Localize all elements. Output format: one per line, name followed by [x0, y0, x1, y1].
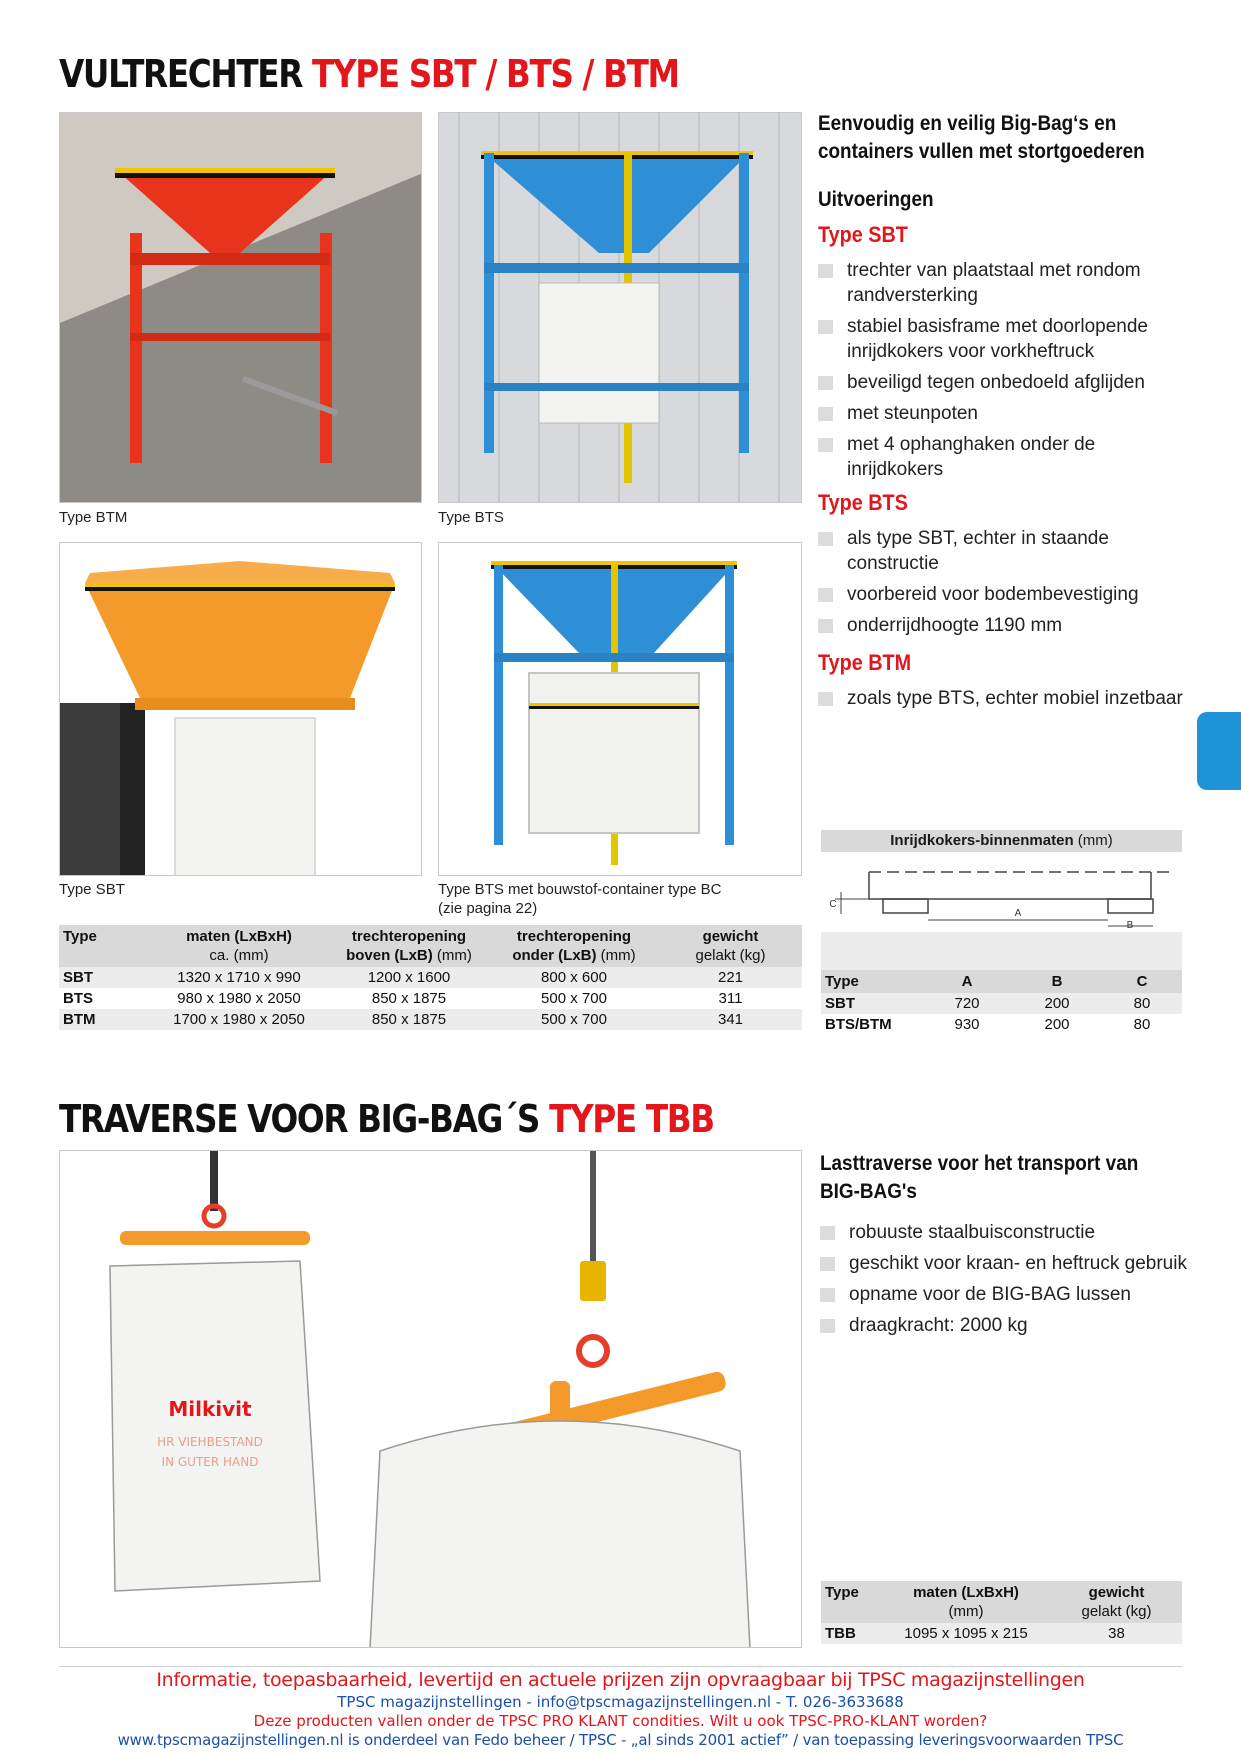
header-gewicht-unit: gelakt (kg) — [695, 947, 766, 964]
list-item: met steunpoten — [818, 401, 1188, 426]
header-type: Type — [821, 970, 922, 993]
list-item: met 4 ophanghaken onder de inrijdkokers — [818, 432, 1188, 482]
footer-contact-line[interactable]: TPSC magazijnstellingen - info@tpscmagazijnstellingen.nl - T. 026-3633688 — [337, 1693, 904, 1711]
cell-boven: 850 x 1875 — [329, 1009, 489, 1030]
cell-maten: 1320 x 1710 x 990 — [149, 967, 329, 988]
title-red: TYPE SBT / BTS / BTM — [312, 52, 679, 96]
section1-title — [59, 52, 679, 96]
cell-c: 80 — [1133, 1016, 1151, 1033]
header-boven-label: trechteropening — [351, 928, 467, 945]
lead-line-1: Lasttraverse voor het transport van — [820, 1152, 1139, 1175]
caption-bts: Type BTS — [438, 509, 504, 526]
photo-type-sbt — [59, 542, 422, 876]
table-row — [59, 1009, 802, 1030]
list-item: opname voor de BIG-BAG lussen — [820, 1282, 1190, 1307]
caption-bts-container-line2: (zie pagina 22) — [438, 900, 538, 917]
diagram-label-b: B — [1126, 920, 1134, 931]
header-type: Type — [59, 925, 149, 967]
photo-bts-image — [439, 113, 802, 503]
cell-boven: 850 x 1875 — [371, 990, 447, 1007]
lead-line-2: containers vullen met stortgoederen — [818, 140, 1145, 163]
caption-btm: Type BTM — [59, 509, 128, 526]
table-row — [821, 1014, 1182, 1035]
table-header-row — [59, 925, 802, 967]
photo-type-btm — [59, 112, 422, 503]
page-tab-marker — [1197, 712, 1241, 790]
cell-type: BTS — [63, 990, 93, 1007]
header-onder-label-2: onder (LxB) — [512, 947, 597, 964]
list-item: trechter van plaatstaal met rondom randversterking — [818, 258, 1188, 308]
title-black: VULTRECHTER — [59, 52, 303, 96]
list-item: draagkracht: 2000 kg — [820, 1313, 1190, 1338]
header-onder-label: trechteropening — [516, 928, 632, 945]
header-boven-unit: (mm) — [436, 947, 472, 964]
table-header-row — [821, 1581, 1182, 1623]
table-row — [59, 988, 802, 1009]
cell-maten: 980 x 1980 x 2050 — [177, 990, 301, 1007]
cell-onder: 500 x 700 — [541, 990, 607, 1007]
header-boven — [329, 925, 489, 967]
list-item: als type SBT, echter in staande constructie — [818, 526, 1188, 576]
photo-btm-image — [60, 113, 422, 503]
photo-tbb-image — [60, 1151, 802, 1648]
cell-b: 200 — [1044, 1016, 1070, 1033]
subheading-uitvoeringen: Uitvoeringen — [818, 188, 934, 211]
diagram-label-c: C — [829, 899, 837, 910]
header-type: Type — [821, 1581, 881, 1623]
photo-bts-container — [438, 542, 802, 876]
tbb-features-list — [820, 1220, 1190, 1338]
header-boven-label-2: boven (LxB) — [346, 947, 433, 964]
header-a: A — [922, 970, 1012, 993]
bag-print-line-2: IN GUTER HAND — [161, 1455, 259, 1469]
type-sbt-list — [818, 258, 1188, 482]
list-item: robuuste staalbuisconstructie — [820, 1220, 1190, 1245]
inrijdkokers-box — [821, 830, 1182, 970]
list-item: zoals type BTS, echter mobiel inzetbaar — [818, 686, 1188, 711]
header-gewicht — [1051, 1581, 1182, 1623]
cell-type: SBT — [821, 993, 922, 1014]
header-maten — [149, 925, 329, 967]
section2-description — [820, 1150, 1190, 1344]
footer-divider — [59, 1666, 1182, 1667]
list-item: stabiel basisframe met doorlopende inrijdkokers voor vorkheftruck — [818, 314, 1188, 364]
cell-type: TBB — [821, 1623, 881, 1644]
list-item: beveiligd tegen onbedoeld afglijden — [818, 370, 1188, 395]
header-maten-unit: ca. (mm) — [209, 947, 269, 964]
photo-sbt-image — [60, 543, 422, 876]
bag-print-line-1: HR VIEHBESTAND — [157, 1435, 263, 1449]
table-row — [821, 993, 1182, 1014]
caption-bts-container — [438, 880, 721, 918]
cell-a: 930 — [954, 1016, 980, 1033]
type-btm-heading: Type BTM — [818, 650, 912, 675]
inrijdkokers-title-unit: (mm) — [1077, 832, 1113, 849]
title-black: TRAVERSE VOOR BIG-BAG´S — [59, 1097, 540, 1141]
cell-gewicht: 221 — [659, 967, 802, 988]
cell-boven: 1200 x 1600 — [329, 967, 489, 988]
photo-type-bts — [438, 112, 802, 503]
cell-c: 80 — [1102, 993, 1182, 1014]
title-red: TYPE TBB — [549, 1097, 714, 1141]
header-gewicht-label: gewicht — [702, 928, 759, 945]
header-maten-label: maten (LxBxH) — [913, 1584, 1019, 1601]
caption-sbt: Type SBT — [59, 881, 125, 898]
spec-table-hoppers — [59, 925, 802, 1030]
header-onder — [489, 925, 659, 967]
header-gewicht — [659, 925, 802, 967]
cell-maten: 1700 x 1980 x 2050 — [149, 1009, 329, 1030]
list-item: geschikt voor kraan- en heftruck gebruik — [820, 1251, 1190, 1276]
cell-type: SBT — [59, 967, 149, 988]
header-c: C — [1102, 970, 1182, 993]
cell-type: BTM — [59, 1009, 149, 1030]
type-bts-heading: Type BTS — [818, 490, 908, 515]
table-row — [821, 1623, 1182, 1644]
cell-b: 200 — [1012, 993, 1102, 1014]
caption-bts-container-line1: Type BTS met bouwstof-container type BC — [438, 881, 722, 898]
header-maten — [881, 1581, 1051, 1623]
cell-gewicht: 38 — [1051, 1623, 1182, 1644]
cell-maten: 1095 x 1095 x 215 — [881, 1623, 1051, 1644]
inrijdkokers-title — [821, 830, 1182, 852]
cell-onder: 500 x 700 — [489, 1009, 659, 1030]
cell-gewicht: 341 — [659, 1009, 802, 1030]
header-onder-unit: (mm) — [600, 947, 636, 964]
type-bts-list — [818, 526, 1188, 638]
header-gewicht-label: gewicht — [1088, 1584, 1145, 1601]
footer-info-line: Informatie, toepasbaarheid, levertijd en actuele prijzen zijn opvraagbaar bij TPSC magazijnstellingen — [156, 1669, 1085, 1691]
diagram-label-a: A — [1014, 908, 1022, 919]
footer-legal-line[interactable]: www.tpscmagazijnstellingen.nl is onderdeel van Fedo beheer / TPSC - „al sinds 2001 actief” / van toepassing leveringsvoorwaarden TPSC — [117, 1731, 1124, 1749]
section2-title — [59, 1097, 714, 1141]
table-row — [59, 967, 802, 988]
lead-line-2: BIG-BAG's — [820, 1180, 917, 1203]
cell-gewicht: 311 — [718, 990, 743, 1007]
type-btm-list — [818, 686, 1188, 711]
cell-a: 720 — [922, 993, 1012, 1014]
cell-type: BTS/BTM — [825, 1016, 892, 1033]
bag-print-brand: Milkivit — [168, 1397, 252, 1421]
cell-onder: 800 x 600 — [489, 967, 659, 988]
header-maten-label: maten (LxBxH) — [186, 928, 292, 945]
header-gewicht-unit: gelakt (kg) — [1081, 1603, 1152, 1620]
photo-bts-container-image — [439, 543, 802, 876]
inrijdkokers-title-bold: Inrijdkokers-binnenmaten — [890, 832, 1074, 849]
table-header-row — [821, 970, 1182, 993]
inrijdkokers-table — [821, 970, 1182, 1035]
spec-table-tbb — [821, 1581, 1182, 1644]
type-sbt-heading: Type SBT — [818, 222, 908, 247]
header-maten-unit: (mm) — [948, 1603, 984, 1620]
header-b: B — [1012, 970, 1102, 993]
inrijdkokers-diagram — [821, 852, 1182, 932]
lead-line-1: Eenvoudig en veilig Big-Bag‘s en — [818, 112, 1117, 135]
section1-description — [818, 110, 1188, 717]
footer-pro-klant-line: Deze producten vallen onder de TPSC PRO KLANT condities. Wilt u ook TPSC-PRO-KLANT worden? — [253, 1712, 988, 1730]
list-item: voorbereid voor bodembevestiging — [818, 582, 1188, 607]
photo-traverse-tbb — [59, 1150, 802, 1648]
list-item: onderrijdhoogte 1190 mm — [818, 613, 1188, 638]
